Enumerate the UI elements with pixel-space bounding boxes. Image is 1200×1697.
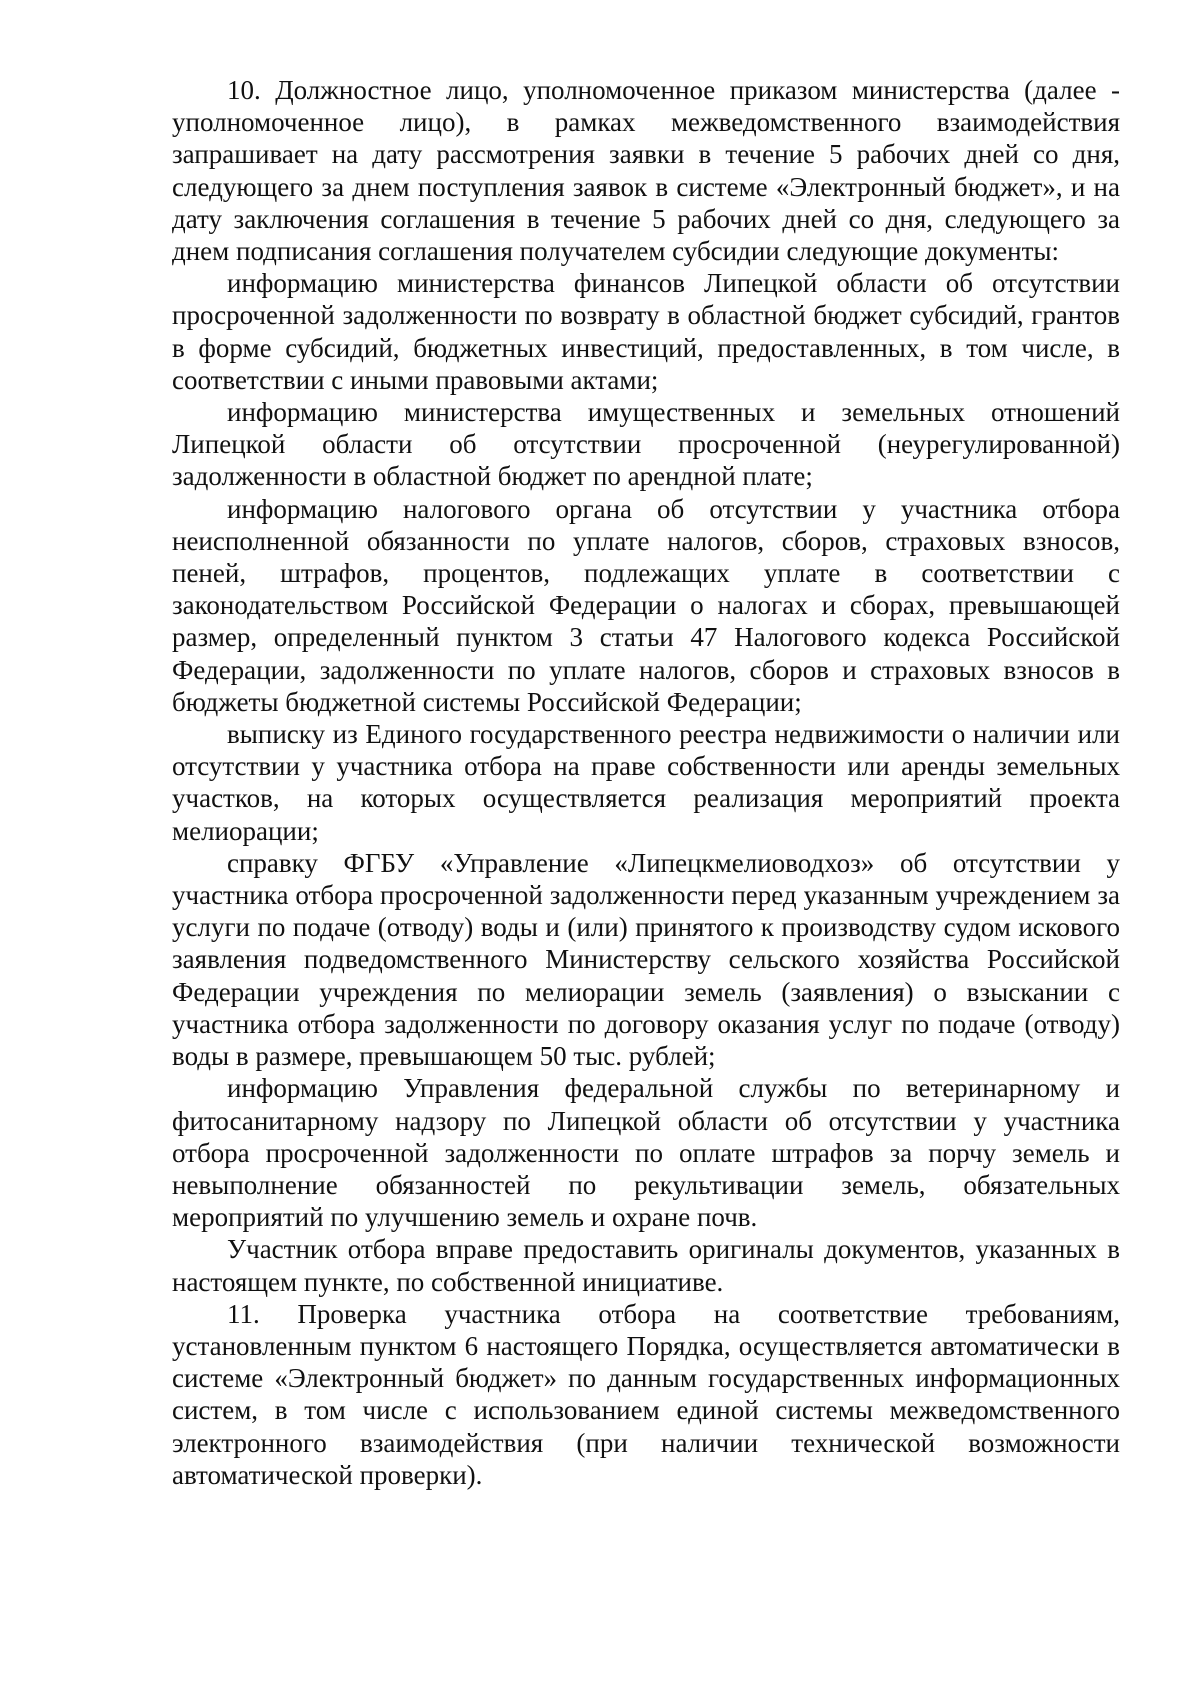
paragraph-tax-authority-info: информацию налогового органа об отсутствии у участника отбора неисполненной обязанности по уплате налогов, сборов, страховых взносов, пеней, штрафов, процентов, подлежащих уплате в соответствии с законодательством Российской Федерации о налогах и сборах, превышающей размер, определенный пунктом 3 статьи 47 Налогового кодекса Российской Федерации, задолженности по уплате налогов, сборов и страховых взносов в бюджеты бюджетной системы Российской Федерации; [172, 493, 1120, 717]
paragraph-real-estate-registry-extract: выписку из Единого государственного реестра недвижимости о наличии или отсутствии у участника отбора на праве собственности или аренды земельных участков, на которых осуществляется реализация мероприятий проекта мелиорации; [172, 719, 1120, 846]
paragraph-rosselkhoznadzor-info: информацию Управления федеральной службы по ветеринарному и фитосанитарному надзору по Липецкой области об отсутствии у участника отбора просроченной задолженности по оплате штрафов за порчу земель и невыполнение обязанностей по рекультивации земель, обязательных мероприятий по улучшению земель и охране почв. [172, 1073, 1120, 1233]
paragraph-finance-ministry-info: информацию министерства финансов Липецкой области об отсутствии просроченной задолженности по возврату в областной бюджет субсидий, грантов в форме субсидий, бюджетных инвестиций, предоставленных, в том числе, в соответствии с иными правовыми актами; [172, 268, 1120, 395]
paragraph-own-initiative: Участник отбора вправе предоставить оригиналы документов, указанных в настоящем пункте, по собственной инициативе. [172, 1234, 1120, 1297]
paragraph-fgbu-certificate: справку ФГБУ «Управление «Липецкмелиоводхоз» об отсутствии у участника отбора просроченной задолженности перед указанным учреждением за услуги по подаче (отводу) воды и (или) принятого к производству судом искового заявления подведомственного Министерству сельского хозяйства Российской Федерации учреждения по мелиорации земель (заявления) о взыскании с участника отбора задолженности по договору оказания услуг по подаче (отводу) воды в размере, превышающем 50 тыс. рублей; [172, 847, 1120, 1072]
paragraph-property-ministry-info: информацию министерства имущественных и земельных отношений Липецкой области об отсутствии просроченной (неурегулированной) задолженности в областной бюджет по арендной плате; [172, 397, 1120, 492]
paragraph-item-11: 11. Проверка участника отбора на соответствие требованиям, установленным пунктом 6 настоящего Порядка, осуществляется автоматически в системе «Электронный бюджет» по данным государственных информационных систем, в том числе с использованием единой системы межведомственного электронного взаимодействия (при наличии технической возможности автоматической проверки). [172, 1298, 1120, 1490]
paragraph-item-10: 10. Должностное лицо, уполномоченное приказом министерства (далее - уполномоченное лицо), в рамках межведомственного взаимодействия запрашивает на дату рассмотрения заявки в течение 5 рабочих дней со дня, следующего за днем поступления заявок в системе «Электронный бюджет», и на дату заключения соглашения в течение 5 рабочих дней со дня, следующего за днем подписания соглашения получателем субсидии следующие документы: [172, 75, 1120, 267]
document-page [172, 74, 1120, 1491]
